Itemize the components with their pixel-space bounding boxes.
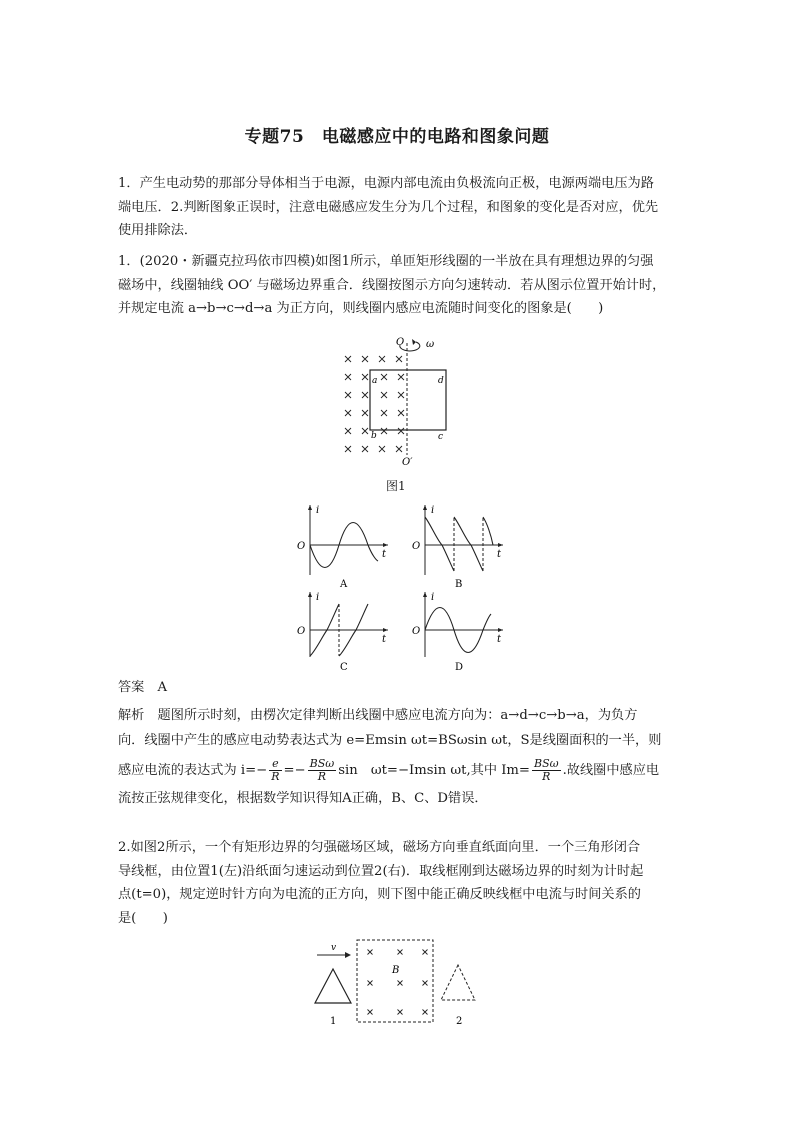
question-2-line-3: 点(t=0)，规定逆时针方向为电流的正方向，则下图中能正确反映线框中电流与时间关系的 [118, 887, 641, 902]
label-O-prime: O′ [402, 457, 413, 468]
field-cross-mark [398, 374, 404, 380]
intro-line-3: 使用排除法． [118, 223, 198, 238]
field-cross-mark [368, 950, 373, 955]
field-cross-mark [345, 428, 351, 434]
graph-B-label: B [455, 579, 463, 590]
field-cross-mark [362, 428, 368, 434]
label-O: O [396, 337, 405, 348]
field-cross-mark [362, 392, 368, 398]
field-cross-mark [396, 446, 402, 452]
question-2-line-1: 2.如图2所示，一个有矩形边界的匀强磁场区域，磁场方向垂直纸面向里．一个三角形闭合 [118, 840, 641, 855]
graph-B [412, 505, 503, 590]
field-cross-mark [423, 950, 428, 955]
field-cross-mark [345, 356, 351, 362]
field-cross-mark [345, 410, 351, 416]
graph-B-axis-t: t [497, 549, 502, 560]
field-cross-mark [362, 374, 368, 380]
intro-line-1: 1．产生电动势的那部分导体相当于电源，电源内部电流由负极流向正极，电源两端电压为路 [118, 176, 654, 191]
label-a: a [372, 376, 378, 386]
graph-B-origin: O [412, 541, 421, 552]
option-graphs [290, 500, 510, 675]
fraction-Im: $\frac{\text{BSω}}{R}$ [533, 757, 559, 783]
field-cross-mark [398, 1010, 403, 1015]
fraction-BSw-over-R: $\frac{\text{BSω}}{R}$ [309, 757, 335, 783]
page-title: 专题75 电磁感应中的电路和图象问题 [244, 127, 550, 147]
question-1-line-3: 并规定电流 a→b→c→d→a 为正方向，则线圈内感应电流随时间变化的图象是( ) [118, 301, 604, 316]
field-cross-mark [362, 446, 368, 452]
analysis-1 [118, 704, 678, 811]
figure-2-triangle-field [305, 935, 495, 1030]
analysis-1-line-1: 解析 题图所示时刻，由楞次定律判断出线圈中感应电流方向为：a→d→c→b→a，为负方 [118, 708, 638, 723]
label-c: c [438, 432, 444, 442]
graph-C-label: C [340, 662, 348, 673]
graph-D-axis-t: t [497, 634, 502, 645]
triangle-position-2 [441, 965, 475, 1000]
field-cross-mark [345, 374, 351, 380]
graph-C-axis-i: i [316, 592, 320, 603]
field-cross-mark [381, 428, 387, 434]
figure-1-caption: 图1 [386, 479, 406, 493]
label-pos-1: 1 [330, 1016, 337, 1027]
question-1-text [118, 250, 678, 321]
question-1-line-2: 磁场中，线圈轴线 OO′ 与磁场边界重合．线圈按图示方向匀速转动．若从图示位置开始计时， [118, 277, 666, 293]
graph-B-axis-i: i [431, 505, 435, 516]
field-cross-mark [368, 1010, 373, 1015]
answer-1: 答案 A [118, 680, 168, 695]
triangle-position-1 [315, 969, 351, 1003]
analysis-1-line-3: 感应电流的表达式为 i=− $\frac{e}{R}$ =− $\frac{\text{BSω}}{R}$ sin ωt=−Imsin ωt,其中 Im= $\frac{\text{BSω}}{R}$ .故线圈中感应电 [118, 757, 660, 783]
field-cross-mark [396, 356, 402, 362]
field-cross-mark [381, 374, 387, 380]
analysis-1-line-2: 向．线圈中产生的感应电动势表达式为 e=Emsin ωt=BSωsin ωt，S是线圈面积的一半，则 [118, 732, 662, 748]
graph-A-label: A [340, 579, 348, 590]
field-cross-mark [398, 950, 403, 955]
field-cross-mark [381, 392, 387, 398]
field-cross-mark [423, 981, 428, 986]
label-d: d [438, 376, 444, 386]
field-cross-mark [398, 410, 404, 416]
question-1-line-1: 1．(2020・新疆克拉玛依市四模)如图1所示，单匝矩形线圈的一半放在具有理想边界的匀强 [118, 254, 654, 269]
graph-C-origin: O [297, 626, 306, 637]
field-cross-mark [368, 981, 373, 986]
label-omega: ω [426, 339, 435, 350]
graph-D-axis-i: i [431, 592, 435, 603]
graph-C-axis-t: t [382, 634, 387, 645]
field-cross-mark [398, 981, 403, 986]
analysis-1-line-4: 流按正弦规律变化，根据数学知识得知A正确，B、C、D错误． [118, 791, 488, 806]
graph-D [412, 592, 503, 673]
graph-D-label: D [455, 662, 464, 673]
label-B: B [392, 965, 400, 976]
field-cross-mark [345, 446, 351, 452]
question-2-text [118, 836, 678, 930]
field-cross-mark [423, 1010, 428, 1015]
question-2-line-2: 导线框，由位置1(左)沿纸面匀速运动到位置2(右)．取线框刚到达磁场边界的时刻为计时起 [118, 863, 644, 879]
graph-A [297, 505, 388, 590]
field-cross-mark [379, 446, 385, 452]
field-cross-mark [398, 428, 404, 434]
label-pos-2: 2 [456, 1016, 463, 1027]
intro-text [118, 172, 678, 243]
field-cross-mark [381, 410, 387, 416]
field-cross-mark [362, 356, 368, 362]
figure-1-coil-diagram [330, 335, 460, 470]
field-cross-mark [362, 410, 368, 416]
question-2-line-4: 是( ) [118, 910, 168, 926]
graph-C [297, 592, 388, 673]
graph-A-origin: O [297, 541, 306, 552]
graph-A-axis-t: t [382, 549, 387, 560]
field-cross-mark [345, 392, 351, 398]
label-b: b [371, 431, 377, 441]
label-v: v [331, 943, 337, 953]
graph-A-axis-i: i [316, 505, 320, 516]
field-cross-mark [379, 356, 385, 362]
field-cross-mark [398, 392, 404, 398]
intro-line-2: 端电压．2.判断图象正误时，注意电磁感应发生分为几个过程，和图象的变化是否对应，优先 [118, 199, 659, 215]
graph-D-origin: O [412, 626, 421, 637]
fraction-e-over-R: $\frac{e}{R}$ [271, 757, 280, 783]
